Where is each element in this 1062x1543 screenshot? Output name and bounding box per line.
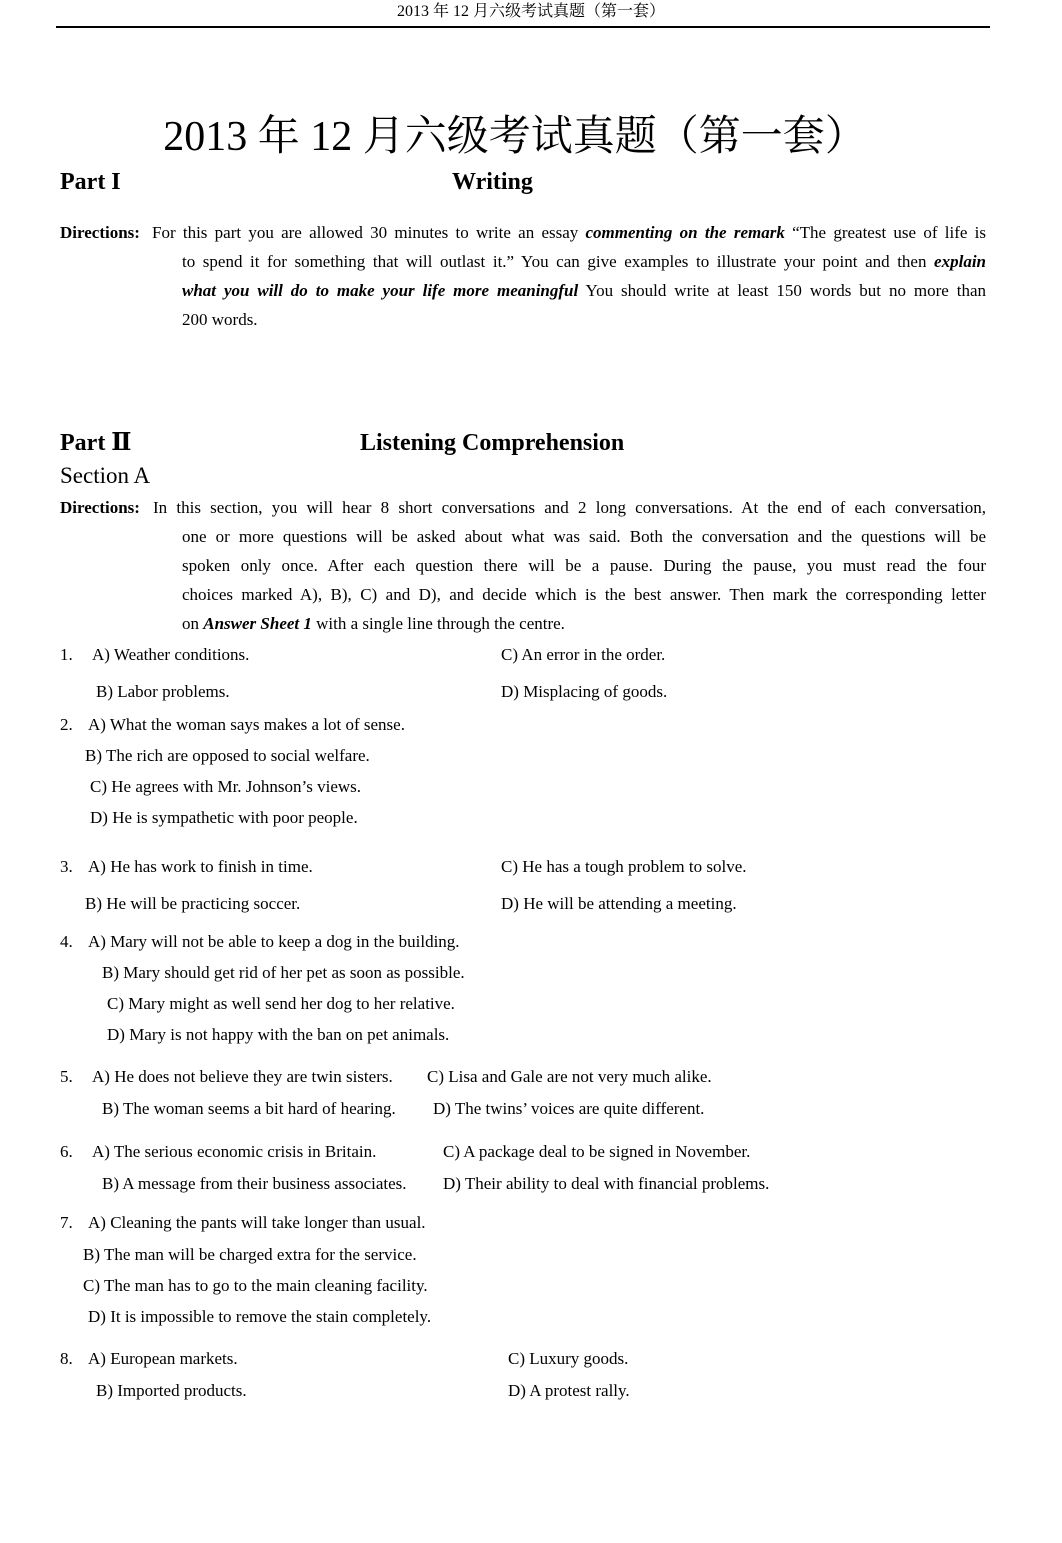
part2-directions-line: spoken only once. After each question there will be a pause. During the pause, you must read the four bbox=[182, 556, 986, 575]
option-c: C) A package deal to be signed in November. bbox=[443, 1142, 751, 1161]
running-header: 2013 年 12 月六级考试真题（第一套） bbox=[396, 3, 665, 20]
question-number: 4. bbox=[60, 932, 73, 951]
option-b: B) The rich are opposed to social welfare. bbox=[85, 746, 370, 765]
emphasis: Answer Sheet 1 bbox=[203, 614, 312, 633]
question-number: 8. bbox=[60, 1349, 73, 1368]
part1-directions-label: Directions: bbox=[60, 223, 140, 242]
option-b: B) The man will be charged extra for the service. bbox=[83, 1245, 417, 1264]
option-d: D) It is impossible to remove the stain completely. bbox=[88, 1307, 432, 1326]
option-c: C) Mary might as well send her dog to her relative. bbox=[107, 994, 455, 1013]
part2-directions-label: Directions: bbox=[60, 498, 140, 517]
question-number: 3. bbox=[60, 857, 73, 876]
text: with a single line through the centre. bbox=[311, 614, 565, 633]
part1-directions-line bbox=[182, 311, 986, 328]
part1-directions-line bbox=[182, 253, 986, 270]
part1-directions-line bbox=[152, 224, 986, 241]
part2-directions-line: one or more questions will be asked about what was said. Both the conversation and the questions will be bbox=[182, 527, 986, 546]
option-b: B) Imported products. bbox=[96, 1381, 247, 1400]
text: For this part you are allowed 30 minutes to write an essay bbox=[152, 223, 586, 242]
option-b: B) He will be practicing soccer. bbox=[85, 894, 301, 913]
option-c: C) Luxury goods. bbox=[508, 1349, 629, 1368]
section-a-heading: Section A bbox=[60, 463, 151, 488]
option-a: A) European markets. bbox=[88, 1349, 238, 1368]
text: You should write at least 150 words but no more than bbox=[578, 281, 987, 300]
option-a: A) What the woman says makes a lot of sense. bbox=[88, 715, 405, 734]
option-a: A) He does not believe they are twin sisters. bbox=[92, 1067, 393, 1086]
option-b: B) Mary should get rid of her pet as soon as possible. bbox=[102, 963, 465, 982]
option-b: B) Labor problems. bbox=[96, 682, 230, 701]
option-a: A) The serious economic crisis in Britain. bbox=[92, 1142, 377, 1161]
text: on bbox=[182, 614, 204, 633]
question-number: 7. bbox=[60, 1213, 73, 1232]
option-d: D) Mary is not happy with the ban on pet animals. bbox=[107, 1025, 450, 1044]
question-number: 6. bbox=[60, 1142, 73, 1161]
option-a: A) Cleaning the pants will take longer than usual. bbox=[88, 1213, 426, 1232]
part2-directions-line: In this section, you will hear 8 short conversations and 2 long conversations. At the end of each conversation, bbox=[153, 498, 986, 517]
part2-directions-line: choices marked A), B), C) and D), and decide which is the best answer. Then mark the corresponding letter bbox=[182, 585, 986, 604]
option-d: D) The twins’ voices are quite different. bbox=[433, 1099, 705, 1118]
question-number: 5. bbox=[60, 1067, 73, 1086]
emphasis: commenting on the remark bbox=[585, 223, 785, 242]
option-d: D) He is sympathetic with poor people. bbox=[90, 808, 358, 827]
question-number: 1. bbox=[60, 645, 73, 664]
option-b: B) The woman seems a bit hard of hearing. bbox=[102, 1099, 396, 1118]
option-c: C) Lisa and Gale are not very much alike. bbox=[427, 1067, 712, 1086]
text: “The greatest use of life is bbox=[784, 223, 986, 242]
header-rule bbox=[56, 26, 990, 28]
part2-label: Part Ⅱ bbox=[60, 430, 132, 456]
option-c: C) An error in the order. bbox=[501, 645, 666, 664]
document-title: 2013 年 12 月六级考试真题（第一套） bbox=[163, 114, 867, 160]
emphasis: explain bbox=[934, 252, 986, 271]
text: 200 words. bbox=[182, 310, 258, 329]
option-b: B) A message from their business associates. bbox=[102, 1174, 407, 1193]
option-c: C) The man has to go to the main cleaning facility. bbox=[83, 1276, 428, 1295]
option-c: C) He agrees with Mr. Johnson’s views. bbox=[90, 777, 362, 796]
option-d: D) Their ability to deal with financial problems. bbox=[443, 1174, 770, 1193]
emphasis: what you will do to make your life more meaningful bbox=[182, 281, 579, 300]
option-d: D) A protest rally. bbox=[508, 1381, 630, 1400]
option-a: A) He has work to finish in time. bbox=[88, 857, 313, 876]
option-d: D) Misplacing of goods. bbox=[501, 682, 668, 701]
option-a: A) Weather conditions. bbox=[92, 645, 250, 664]
question-number: 2. bbox=[60, 715, 73, 734]
part1-directions-line bbox=[182, 282, 986, 299]
part1-label: Part I bbox=[60, 169, 121, 195]
part1-title: Writing bbox=[452, 169, 533, 195]
option-a: A) Mary will not be able to keep a dog in the building. bbox=[88, 932, 460, 951]
part2-title: Listening Comprehension bbox=[360, 430, 625, 456]
option-c: C) He has a tough problem to solve. bbox=[501, 857, 747, 876]
option-d: D) He will be attending a meeting. bbox=[501, 894, 737, 913]
part2-directions-line bbox=[182, 615, 986, 632]
text: to spend it for something that will outlast it.” You can give examples to illustrate your point and then bbox=[182, 252, 935, 271]
